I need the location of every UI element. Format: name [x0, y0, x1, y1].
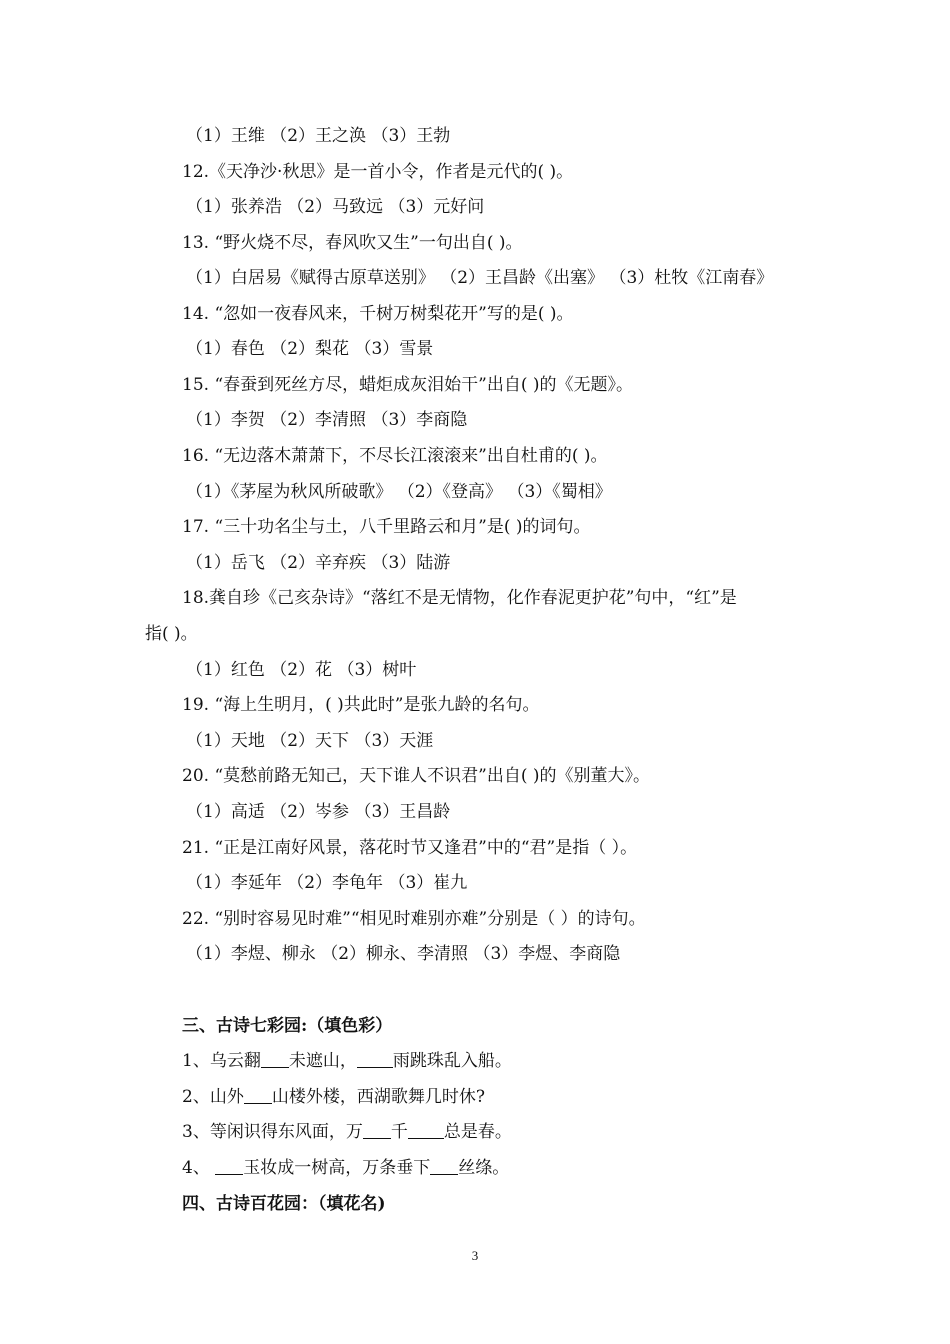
answer-blank[interactable]	[215, 1158, 243, 1175]
q19-options: （1）天地 （2）天下 （3）天涯	[186, 731, 434, 751]
q11-options: （1）王维 （2）王之涣 （3）王勃	[186, 126, 451, 146]
question-19: 19. “海上生明月，( )共此时”是张九龄的名句。	[182, 695, 540, 715]
section-4-heading: 四、古诗百花园：（填花名)	[182, 1194, 386, 1214]
question-17: 17. “三十功名尘与土，八千里路云和月”是( )的词句。	[182, 517, 591, 537]
answer-blank[interactable]	[261, 1051, 289, 1068]
question-22: 22. “别时容易见时难”“相见时难别亦难”分别是（ ）的诗句。	[182, 909, 646, 929]
q14-options: （1）春色 （2）梨花 （3）雪景	[186, 339, 434, 359]
question-14: 14. “忽如一夜春风来，千树万树梨花开”写的是( )。	[182, 304, 574, 324]
answer-blank[interactable]	[244, 1087, 272, 1104]
answer-blank[interactable]	[408, 1122, 444, 1139]
color-fill-item-3	[182, 1120, 512, 1144]
item-3-text-c: 总是春。	[443, 1122, 512, 1142]
q13-options: （1）白居易《赋得古原草送别》 （2）王昌龄《出塞》 （3）杜牧《江南春》	[186, 268, 774, 288]
q18-options: （1）红色 （2）花 （3）树叶	[186, 660, 417, 680]
q21-options: （1）李延年 （2）李龟年 （3）崔九	[186, 873, 468, 893]
question-12: 12.《天净沙·秋思》是一首小令，作者是元代的( )。	[182, 162, 574, 182]
section-3-heading: 三、古诗七彩园:（填色彩）	[182, 1016, 393, 1036]
q15-options: （1）李贺 （2）李清照 （3）李商隐	[186, 410, 468, 430]
q20-options: （1）高适 （2）岑参 （3）王昌龄	[186, 802, 451, 822]
item-2-text-a: 2、山外	[182, 1087, 244, 1107]
question-18-line1: 18.龚自珍《己亥杂诗》“落红不是无情物，化作春泥更护花”句中，“红”是	[182, 588, 737, 608]
item-4-text-c: 丝绦。	[458, 1158, 510, 1178]
color-fill-item-2	[182, 1085, 485, 1109]
item-1-text-b: 未遮山，	[288, 1051, 357, 1071]
item-1-text-c: 雨跳珠乱入船。	[392, 1051, 512, 1071]
item-4-text-a: 4、	[182, 1158, 216, 1178]
color-fill-item-4	[182, 1156, 509, 1180]
item-4-text-b: 玉妆成一树高，万条垂下	[243, 1158, 431, 1178]
answer-blank[interactable]	[357, 1051, 393, 1068]
question-13: 13. “野火烧不尽，春风吹又生”一句出自( )。	[182, 233, 523, 253]
q22-options: （1）李煜、柳永 （2）柳永、李清照 （3）李煜、李商隐	[186, 944, 621, 964]
question-18-line2: 指( )。	[145, 624, 198, 644]
q17-options: （1）岳飞 （2）辛弃疾 （3）陆游	[186, 553, 451, 573]
item-1-text-a: 1、乌云翻	[182, 1051, 261, 1071]
color-fill-item-1	[182, 1049, 512, 1073]
question-15: 15. “春蚕到死丝方尽，蜡炬成灰泪始干”出自( )的《无题》。	[182, 375, 633, 395]
item-2-text-b: 山楼外楼，西湖歌舞几时休?	[271, 1087, 485, 1107]
question-16: 16. “无边落木萧萧下，不尽长江滚滚来”出自杜甫的( )。	[182, 446, 608, 466]
q16-options: （1）《茅屋为秋风所破歌》 （2）《登高》 （3）《蜀相》	[186, 482, 612, 502]
q12-options: （1）张养浩 （2）马致远 （3）元好问	[186, 197, 485, 217]
question-21: 21. “正是江南好风景，落花时节又逢君”中的“君”是指（ ）。	[182, 838, 638, 858]
item-3-text-b: 千	[390, 1122, 408, 1142]
page-number: 3	[471, 1248, 479, 1263]
item-3-text-a: 3、等闲识得东风面，万	[182, 1122, 363, 1142]
question-20: 20. “莫愁前路无知己，天下谁人不识君”出自( )的《别董大》。	[182, 766, 650, 786]
answer-blank[interactable]	[430, 1158, 458, 1175]
answer-blank[interactable]	[363, 1122, 391, 1139]
